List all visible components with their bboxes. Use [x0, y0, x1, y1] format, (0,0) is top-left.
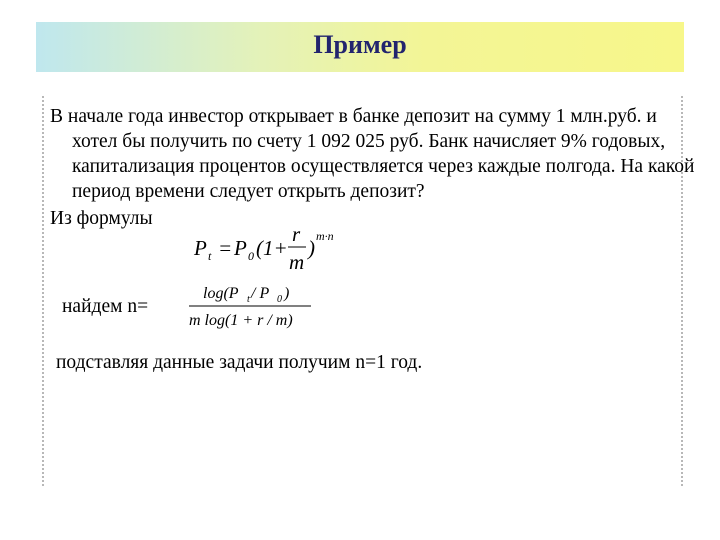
formula-close-paren: ) — [308, 236, 315, 260]
formula-open-paren: (1+ — [256, 236, 288, 260]
formula-p0-sub: 0 — [248, 249, 254, 263]
n-denominator: m log(1 + r / m) — [189, 312, 293, 329]
formula-p0: P — [234, 236, 247, 260]
formula-pt-sub: t — [208, 249, 212, 263]
formula-pt: P — [194, 236, 207, 260]
find-n-label: найдем n= — [62, 296, 149, 317]
formula-r: r — [292, 225, 301, 246]
n-numerator-sub-t: t — [247, 294, 250, 305]
n-formula — [185, 280, 315, 332]
n-numerator-end: ) — [284, 285, 290, 302]
result-text: подставляя данные задачи получим n=1 год. — [56, 352, 423, 373]
slide-title: Пример — [313, 30, 407, 59]
future-value-formula — [192, 225, 372, 275]
title-bar — [36, 22, 684, 72]
formula-m: m — [289, 250, 305, 274]
formula-equals: = — [218, 236, 233, 260]
left-dotted-border — [42, 96, 44, 486]
n-numerator-mid: / P — [251, 285, 270, 302]
problem-statement: В начале года инвестор открывает в банке депозит на сумму 1 млн.руб. и хотел бы получить по счету 1 092 025 руб. Банк начисляет 9% годовых, капитализация процентов осуществляется через каждые полгода. На какой период времени следует открыть депозит? — [50, 106, 695, 202]
from-formula-label: Из формулы — [50, 208, 153, 229]
n-numerator-log: log(P — [203, 285, 239, 302]
n-numerator-sub-0: 0 — [277, 294, 282, 305]
formula-exponent: m·n — [316, 229, 334, 243]
